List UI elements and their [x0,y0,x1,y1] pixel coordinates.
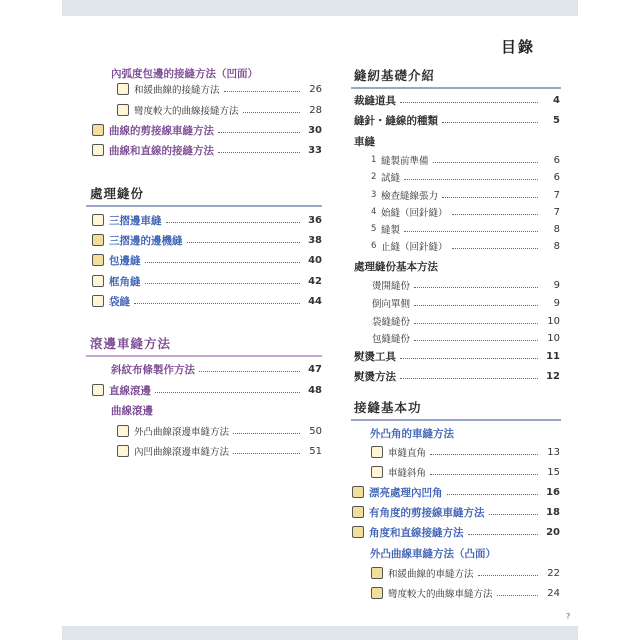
subsection-heading: 曲線滾邊 [111,405,153,417]
section-heading: 滾邊車縫方法 [90,336,172,351]
toc-label: 熨燙工具 [354,350,396,363]
toc-entry[interactable] [92,213,322,227]
toc-entry[interactable] [371,566,560,580]
toc-label: 直線滾邊 [109,384,151,397]
toc-label: 裁縫道具 [354,94,396,107]
toc-label: 包縫縫份 [372,334,411,345]
toc-page: 9 [553,297,560,309]
toc-page: 28 [309,104,322,116]
section-rule [86,205,322,207]
toc-page: 51 [309,445,322,457]
bottom-band [62,626,578,640]
top-band [62,0,578,16]
section-heading: 處理縫份 [90,186,145,201]
toc-entry[interactable] [92,294,322,308]
toc-label: 袋縫縫份 [372,317,411,328]
toc-entry[interactable] [372,331,560,345]
toc-entry[interactable] [117,424,322,438]
toc-label: 止縫（回針縫） [381,242,448,253]
leader-dots [243,112,300,113]
toc-entry[interactable] [371,445,560,459]
toc-entry[interactable] [372,314,560,328]
toc-entry[interactable] [372,296,560,310]
toc-label: 試縫 [381,173,401,184]
toc-page: 15 [547,466,560,478]
page-title: 目錄 [501,38,536,56]
toc-label: 曲線的剪接線車縫方法 [109,124,214,137]
toc-page: 16 [546,486,560,498]
section-rule [351,419,561,421]
toc-label: 包邊縫 [109,254,141,267]
toc-label: 外凸曲線滾邊車縫方法 [134,427,230,438]
leader-dots [452,214,538,215]
toc-entry[interactable] [117,103,322,117]
toc-page: 8 [553,240,560,252]
section-heading: 縫紉基礎介紹 [354,68,436,83]
toc-page: 42 [308,275,322,287]
toc-label: 三摺邊車縫 [109,214,162,227]
section-icon [117,425,129,437]
toc-entry[interactable] [371,465,560,479]
toc-entry[interactable] [352,525,560,539]
leader-dots [442,122,538,123]
toc-entry[interactable] [371,153,560,167]
subsection-heading: 外凸角的車縫方法 [370,428,454,440]
section-icon [371,446,383,458]
toc-label: 縫製 [381,225,401,236]
left-top-subhead: 內弧度包邊的接縫方法（凹面） [111,68,258,80]
toc-entry[interactable] [92,143,322,157]
subsection-heading: 外凸曲線車縫方法（凸面） [370,548,496,560]
leader-dots [233,433,300,434]
toc-label: 熨燙方法 [354,370,396,383]
toc-label: 燙開縫份 [372,281,411,292]
subsection-heading: 處理縫份基本方法 [354,261,438,273]
toc-label: 有角度的剪接線車縫方法 [369,506,485,519]
subsection-heading: 車縫 [354,136,375,148]
section-icon [352,486,364,498]
toc-page: 33 [308,144,322,156]
toc-entry[interactable] [371,239,560,253]
toc-page: 22 [547,567,560,579]
toc-entry[interactable] [92,233,322,247]
leader-dots [224,91,300,92]
section-icon [371,567,383,579]
leader-dots [433,162,538,163]
toc-page: 13 [547,446,560,458]
leader-dots [414,323,538,324]
toc-entry[interactable] [117,444,322,458]
toc-entry[interactable] [111,362,322,376]
toc-page: 7 [553,189,560,201]
step-number: 5 [371,224,377,234]
section-icon [117,104,129,116]
leader-dots [187,242,301,243]
toc-page: 47 [308,363,322,375]
toc-page: 4 [553,94,560,106]
toc-label: 漂亮處理內凹角 [369,486,443,499]
leader-dots [497,595,538,596]
step-number: 4 [371,207,377,217]
toc-entry[interactable] [372,278,560,292]
toc-entry[interactable] [354,369,560,383]
toc-page: 10 [547,315,560,327]
leader-dots [414,287,538,288]
section-icon [352,526,364,538]
section-icon [371,587,383,599]
toc-page: 10 [547,332,560,344]
step-number: 6 [371,241,377,251]
toc-page: 5 [553,114,560,126]
toc-label: 內凹曲線滾邊車縫方法 [134,447,230,458]
leader-dots [145,262,301,263]
toc-label: 倒向單側 [372,299,411,310]
leader-dots [218,132,300,133]
toc-page: 36 [308,214,322,226]
toc-label: 縫針・縫線的種類 [354,114,438,127]
toc-page: 30 [308,124,322,136]
leader-dots [199,371,300,372]
section-icon [117,83,129,95]
toc-page: 20 [546,526,560,538]
toc-page: 48 [308,384,322,396]
leader-dots [404,231,538,232]
section-rule [351,87,561,89]
section-icon [117,445,129,457]
section-icon [92,384,104,396]
toc-page: 8 [553,223,560,235]
toc-page: 26 [309,83,322,95]
toc-label: 袋縫 [109,295,130,308]
toc-label: 車縫直角 [388,448,427,459]
toc-label: 始縫（回針縫） [381,208,448,219]
toc-entry[interactable] [371,188,560,202]
toc-page: 6 [553,171,560,183]
toc-label: 縫製前準備 [381,156,429,167]
page-number: ? [566,612,571,621]
toc-entry[interactable] [92,383,322,397]
leader-dots [447,494,539,495]
toc-entry[interactable] [117,82,322,96]
toc-page: 24 [547,587,560,599]
section-icon [92,234,104,246]
section-icon [371,466,383,478]
toc-entry[interactable] [354,113,560,127]
leader-dots [155,392,300,393]
section-rule [86,355,322,357]
toc-label: 和緩曲線的接縫方法 [134,85,220,96]
leader-dots [134,303,300,304]
section-icon [92,214,104,226]
toc-entry[interactable] [354,349,560,363]
toc-label: 彎度較大的曲線車縫方法 [388,589,493,600]
step-number: 2 [371,172,377,182]
leader-dots [414,340,538,341]
step-number: 3 [371,190,377,200]
section-heading: 接縫基本功 [354,400,422,415]
section-icon [92,124,104,136]
leader-dots [400,378,538,379]
toc-label: 和緩曲線的車縫方法 [388,569,474,580]
toc-entry[interactable] [92,274,322,288]
step-number: 1 [371,155,377,165]
leader-dots [430,454,538,455]
section-icon [92,144,104,156]
toc-page: 7 [553,206,560,218]
toc-page: 6 [553,154,560,166]
toc-entry[interactable] [352,505,560,519]
toc-entry[interactable] [371,170,560,184]
leader-dots [400,102,538,103]
section-icon [352,506,364,518]
toc-label: 斜紋布條製作方法 [111,363,195,376]
toc-page: 9 [553,279,560,291]
leader-dots [442,197,538,198]
leader-dots [478,575,538,576]
leader-dots [414,305,538,306]
toc-entry[interactable] [92,253,322,267]
toc-entry[interactable] [92,123,322,137]
toc-page: 11 [546,350,560,362]
toc-entry[interactable] [371,205,560,219]
toc-label: 彎度較大的曲線接縫方法 [134,106,239,117]
toc-label: 角度和直線接縫方法 [369,526,464,539]
toc-label: 框角縫 [109,275,141,288]
toc-page: 40 [308,254,322,266]
toc-entry[interactable] [371,222,560,236]
leader-dots [452,248,538,249]
toc-label: 三摺邊的邊機縫 [109,234,183,247]
leader-dots [218,152,300,153]
toc-label: 曲線和直線的接縫方法 [109,144,214,157]
section-icon [92,275,104,287]
toc-page: 50 [309,425,322,437]
leader-dots [468,534,539,535]
leader-dots [400,358,538,359]
toc-label: 車縫斜角 [388,468,427,479]
toc-entry[interactable] [371,586,560,600]
leader-dots [233,453,300,454]
leader-dots [489,514,539,515]
leader-dots [430,474,538,475]
section-icon [92,254,104,266]
leader-dots [166,222,301,223]
toc-page: 12 [546,370,560,382]
toc-page: 44 [308,295,322,307]
leader-dots [145,283,301,284]
toc-entry[interactable] [352,485,560,499]
toc-page: 18 [546,506,560,518]
leader-dots [404,179,538,180]
toc-page: 38 [308,234,322,246]
section-icon [92,295,104,307]
toc-entry[interactable] [354,93,560,107]
toc-label: 檢查縫線張力 [381,191,439,202]
